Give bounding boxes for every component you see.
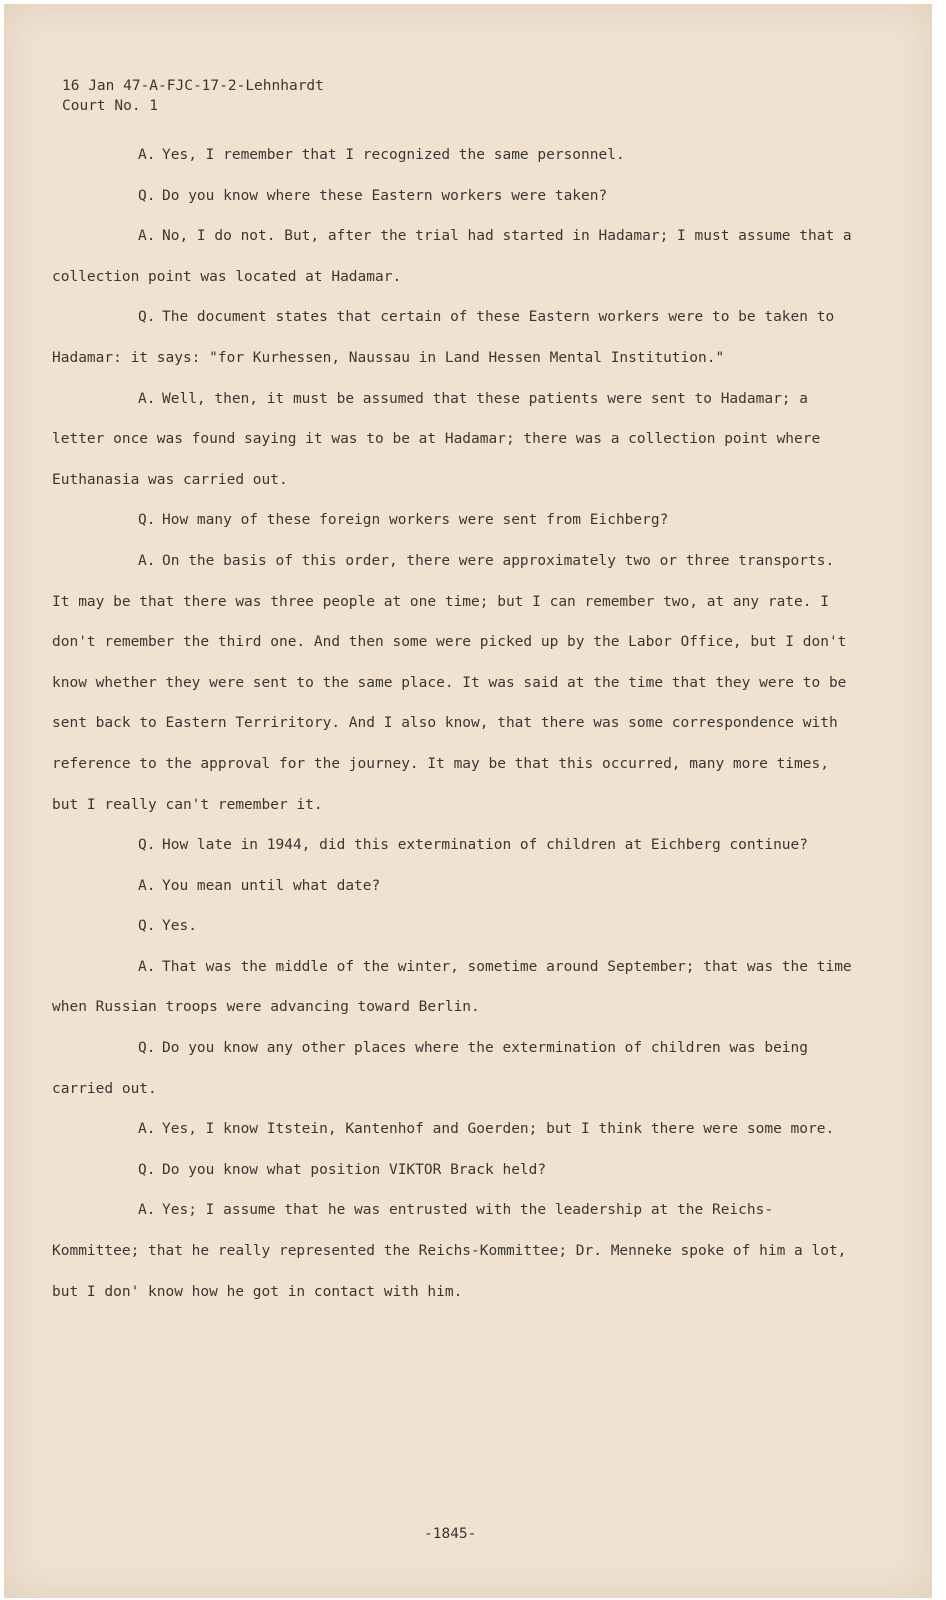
transcript-paragraph: [52, 866, 852, 907]
speaker-marker: Q.: [138, 512, 156, 529]
speaker-marker: Q.: [138, 1040, 156, 1057]
transcript-paragraph: [52, 947, 852, 1028]
transcript-paragraph: [52, 825, 852, 866]
document-page: [4, 4, 932, 1598]
speaker-marker: A.: [138, 228, 156, 245]
transcript-paragraph: [52, 541, 852, 825]
paragraph-text: Do you know any other places where the extermination of children was being carried out.: [52, 1040, 809, 1097]
speaker-marker: Q.: [138, 1161, 156, 1178]
header-reference: 16 Jan 47-A-FJC-17-2-Lehnhardt: [62, 78, 324, 94]
transcript-paragraph: [52, 176, 852, 217]
paragraph-text: Yes, I remember that I recognized the same personnel.: [162, 147, 625, 163]
paragraph-text: No, I do not. But, after the trial had started in Hadamar; I must assume that a collection point was located at Hadamar.: [52, 228, 852, 285]
transcript-paragraph: [52, 297, 852, 378]
transcript-paragraph: [52, 216, 852, 297]
page-number: -1845-: [424, 1526, 477, 1542]
paragraph-text: Yes.: [162, 918, 197, 935]
transcript-paragraph: [52, 1109, 852, 1150]
paragraph-text: You mean until what date?: [162, 877, 381, 894]
paragraph-text: On the basis of this order, there were approximately two or three transports. It may be that there was three people at one time; but I can remember two, at any rate. I don't remember the third one. And then some were picked up by the Labor Office, but I don't know whether they were sent to the same place. It was said at the time that they were to be sent back to Eastern Terriritory. And I also know, that there was some correspondence with reference to the approval for the journey. It may be that this occurred, many more times, but I really can't remember it.: [52, 552, 847, 813]
speaker-marker: A.: [138, 1121, 156, 1138]
speaker-marker: A.: [138, 552, 156, 569]
paragraph-text: The document states that certain of these Eastern workers were to be taken to Hadamar: it says: "for Kurhessen, Naussau in Land Hessen Mental Institution.": [52, 309, 835, 366]
speaker-marker: A.: [138, 958, 156, 975]
document-header: [62, 76, 324, 116]
speaker-marker: A.: [138, 147, 156, 163]
paragraph-text: Do you know where these Eastern workers were taken?: [162, 187, 608, 204]
header-court: Court No. 1: [62, 98, 159, 114]
transcript-paragraph: [52, 906, 852, 947]
transcript-body: [52, 135, 852, 1312]
transcript-paragraph: [52, 135, 852, 176]
speaker-marker: A.: [138, 877, 156, 894]
paragraph-text: Do you know what position VIKTOR Brack held?: [162, 1161, 547, 1178]
paragraph-text: That was the middle of the winter, sometime around September; that was the time when Russian troops were advancing toward Berlin.: [52, 958, 852, 1016]
transcript-paragraph: [52, 1190, 852, 1312]
transcript-paragraph: [52, 500, 852, 541]
speaker-marker: A.: [138, 1202, 156, 1219]
transcript-paragraph: [52, 1150, 852, 1191]
paragraph-text: How late in 1944, did this extermination of children at Eichberg continue?: [162, 837, 809, 854]
paragraph-text: Yes, I know Itstein, Kantenhof and Goerden; but I think there were some more.: [162, 1121, 835, 1138]
speaker-marker: Q.: [138, 187, 156, 204]
transcript-paragraph: [52, 1028, 852, 1109]
speaker-marker: Q.: [138, 918, 156, 935]
speaker-marker: A.: [138, 390, 156, 407]
speaker-marker: Q.: [138, 837, 156, 854]
speaker-marker: Q.: [138, 309, 156, 326]
paragraph-text: How many of these foreign workers were sent from Eichberg?: [162, 512, 669, 529]
paragraph-text: Yes; I assume that he was entrusted with the leadership at the Reichs-Kommittee; that he really represented the Reichs-Kommittee; Dr. Menneke spoke of him a lot, but I don' know how he got in contact with him.: [52, 1202, 847, 1300]
paragraph-text: Well, then, it must be assumed that these patients were sent to Hadamar; a letter once was found saying it was to be at Hadamar; there was a collection point where Euthanasia was carried out.: [52, 390, 821, 488]
transcript-paragraph: [52, 379, 852, 501]
